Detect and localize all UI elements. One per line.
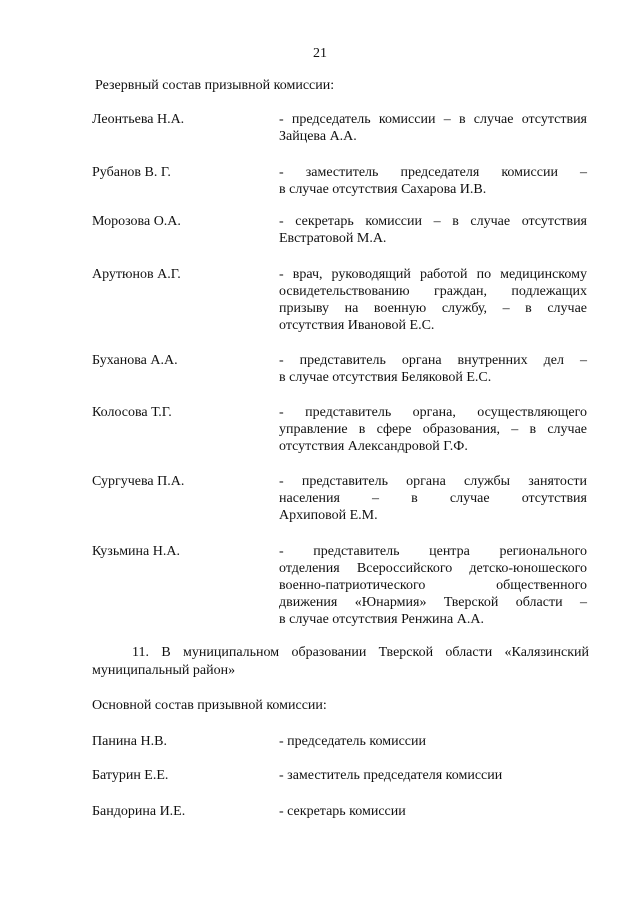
member-role <box>279 473 587 524</box>
member-role <box>279 164 587 198</box>
role-line: - представитель органа службы занятости <box>279 474 587 489</box>
role-line: отсутствия Ивановой Е.С. <box>279 318 435 333</box>
section-title <box>92 644 589 680</box>
role-line: - представитель центра регионального <box>279 544 587 559</box>
member-role <box>279 266 587 334</box>
role-line: - секретарь комиссии – в случае отсутствия <box>279 214 587 229</box>
member-name: Леонтьева Н.А. <box>92 112 185 127</box>
role-line: населения – в случае отсутствия <box>279 491 587 506</box>
member-name: Сургучева П.А. <box>92 474 185 489</box>
member-name: Батурин Е.Е. <box>92 768 169 783</box>
role-line: Архиповой Е.М. <box>279 508 378 523</box>
member-name: Рубанов В. Г. <box>92 165 171 180</box>
role-line: - заместитель председателя комиссии – <box>279 165 587 180</box>
member-name: Буханова А.А. <box>92 353 178 368</box>
member-name: Бандорина И.Е. <box>92 804 186 819</box>
member-role: - секретарь комиссии <box>279 804 406 819</box>
role-line: отделения Всероссийского детско-юношеского <box>279 561 587 576</box>
main-heading: Основной состав призывной комиссии: <box>92 698 327 713</box>
role-line: - представитель органа, осуществляющего <box>279 405 587 420</box>
role-line: движения «Юнармия» Тверской области – <box>279 595 587 610</box>
role-line: в случае отсутствия Ренжина А.А. <box>279 612 484 627</box>
role-line: Зайцева А.А. <box>279 129 357 144</box>
role-line: освидетельствованию граждан, подлежащих <box>279 284 587 299</box>
role-line: - представитель органа внутренних дел – <box>279 353 587 368</box>
member-role: - заместитель председателя комиссии <box>279 768 503 783</box>
role-line: военно-патриотического общественного <box>279 578 587 593</box>
member-name: Кузьмина Н.А. <box>92 544 180 559</box>
member-role <box>279 543 587 628</box>
member-role <box>279 404 587 455</box>
role-line: в случае отсутствия Сахарова И.В. <box>279 182 487 197</box>
role-line: в случае отсутствия Беляковой Е.С. <box>279 370 492 385</box>
page-number: 21 <box>313 46 327 61</box>
role-line: Евстратовой М.А. <box>279 231 387 246</box>
member-name: Морозова О.А. <box>92 214 181 229</box>
role-line: - председатель комиссии – в случае отсутствия <box>279 112 587 127</box>
member-role <box>279 352 587 386</box>
member-role <box>279 213 587 247</box>
member-name: Панина Н.В. <box>92 734 167 749</box>
member-name: Колосова Т.Г. <box>92 405 172 420</box>
section-title-line: муниципальный район» <box>92 663 236 678</box>
role-line: отсутствия Александровой Г.Ф. <box>279 439 468 454</box>
reserve-heading: Резервный состав призывной комиссии: <box>95 78 335 93</box>
role-line: - врач, руководящий работой по медицинскому <box>279 267 587 282</box>
member-role <box>279 111 587 145</box>
member-name: Арутюнов А.Г. <box>92 267 181 282</box>
role-line: призыву на военную службу, – в случае <box>279 301 587 316</box>
role-line: управление в сфере образования, – в случае <box>279 422 587 437</box>
member-role: - председатель комиссии <box>279 734 426 749</box>
section-title-line: 11. В муниципальном образовании Тверской области «Калязинский <box>132 645 589 660</box>
